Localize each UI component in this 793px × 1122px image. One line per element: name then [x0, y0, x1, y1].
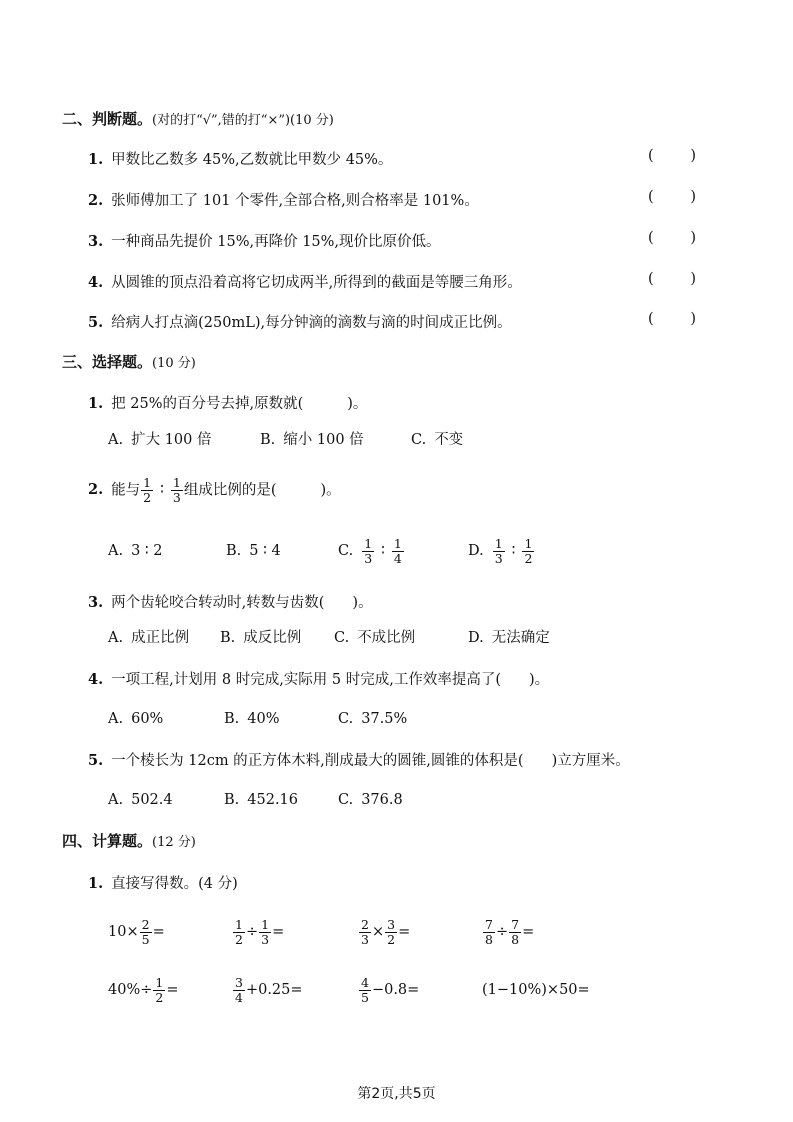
option-c[interactable] — [338, 534, 405, 568]
calc-item[interactable] — [232, 912, 284, 952]
calc-suffix: = — [152, 924, 165, 940]
calc-suffix: −0.8= — [371, 982, 420, 998]
option-letter: D. — [468, 543, 484, 559]
fraction — [233, 918, 245, 947]
option-letter: C. — [411, 432, 427, 448]
option-b[interactable] — [224, 705, 280, 733]
ratio-colon: ∶ — [511, 543, 516, 559]
option-letter: A. — [108, 432, 124, 448]
fraction — [140, 918, 152, 947]
section-2-note: (对的打“√”,错的打“×”)(10 分) — [152, 113, 334, 128]
judgement-question-5 — [88, 311, 512, 332]
option-d[interactable] — [468, 624, 550, 652]
option-text: 不变 — [434, 432, 464, 448]
denominator: 2 — [387, 931, 396, 947]
calc-item[interactable] — [108, 912, 165, 952]
calc-operator: ÷ — [245, 924, 259, 940]
option-a[interactable] — [108, 786, 173, 814]
option-text: 不成比例 — [357, 630, 416, 646]
question-text-after: )。 — [529, 672, 550, 688]
question-text-before: 把 25%的百分号去掉,原数就( — [111, 396, 304, 412]
question-number: 4. — [88, 274, 104, 291]
bracket-open: ( — [648, 189, 654, 205]
page-footer: 第2页,共5页 — [357, 1086, 436, 1102]
option-c[interactable] — [334, 624, 415, 652]
question-text: 直接写得数。(4 分) — [111, 876, 238, 892]
denominator: 4 — [235, 989, 243, 1005]
option-letter: A. — [108, 792, 124, 808]
option-b[interactable] — [224, 786, 298, 814]
option-text: 扩大 100 倍 — [131, 432, 212, 448]
answer-bracket-2[interactable] — [648, 189, 696, 205]
denominator: 8 — [485, 931, 493, 947]
option-letter: B. — [226, 543, 242, 559]
numerator: 1 — [524, 535, 533, 551]
calc-suffix: +0.25= — [245, 982, 303, 998]
question-number: 3. — [88, 594, 104, 611]
bracket-close: ) — [690, 189, 696, 205]
bracket-close: ) — [690, 311, 696, 327]
calc-suffix: = — [272, 924, 285, 940]
judgement-question-2 — [88, 189, 479, 210]
answer-bracket-3[interactable] — [648, 230, 696, 246]
option-letter: B. — [224, 711, 240, 727]
section-3-heading — [62, 351, 196, 372]
option-text: 60% — [131, 711, 164, 727]
question-number: 5. — [88, 752, 104, 769]
fraction — [493, 537, 505, 566]
question-text-after: )。 — [320, 482, 341, 499]
denominator: 3 — [364, 550, 373, 566]
judgement-question-1 — [88, 148, 392, 169]
calc-prefix: 10× — [108, 924, 139, 940]
numerator: 1 — [172, 475, 181, 490]
bracket-open: ( — [648, 230, 654, 246]
option-letter: C. — [334, 630, 350, 646]
fraction — [385, 918, 397, 947]
calc-item[interactable] — [482, 970, 590, 1010]
option-letter: D. — [468, 630, 484, 646]
fraction — [359, 918, 371, 947]
numerator: 2 — [361, 916, 369, 932]
numerator: 1 — [143, 475, 152, 490]
question-text: 张师傅加工了 101 个零件,全部合格,则合格率是 101%。 — [111, 193, 479, 209]
denominator: 2 — [524, 550, 533, 566]
answer-bracket-5[interactable] — [648, 311, 696, 327]
ratio-colon: ∶ — [160, 482, 164, 499]
answer-bracket-1[interactable] — [648, 148, 696, 164]
question-text: 一种商品先提价 15%,再降价 15%,现价比原价低。 — [111, 234, 441, 250]
answer-bracket-4[interactable] — [648, 271, 696, 287]
choice-question-2 — [88, 476, 341, 505]
fraction — [141, 476, 153, 505]
option-a[interactable] — [108, 624, 189, 652]
denominator: 3 — [261, 931, 270, 947]
question-number: 4. — [88, 671, 104, 688]
option-text: 成正比例 — [131, 630, 190, 646]
choice-question-4 — [88, 668, 549, 689]
judgement-question-3 — [88, 230, 441, 251]
calc-item[interactable] — [108, 970, 179, 1010]
numerator: 1 — [364, 535, 373, 551]
option-letter: A. — [108, 711, 124, 727]
option-text: 3 ∶ 2 — [131, 543, 163, 559]
section-3-note: (10 分) — [152, 356, 196, 371]
denominator: 5 — [361, 989, 369, 1005]
numerator: 2 — [141, 916, 150, 932]
choice-question-5 — [88, 749, 630, 770]
question-text-before: 一个棱长为 12cm 的正方体木料,削成最大的圆锥,圆锥的体积是( — [111, 753, 524, 769]
calc-suffix: = — [166, 982, 179, 998]
question-text: 给病人打点滴(250mL),每分钟滴的滴数与滴的时间成正比例。 — [111, 315, 512, 331]
fraction — [362, 537, 374, 566]
bracket-close: ) — [690, 148, 696, 164]
question-text-after: )。 — [347, 396, 368, 412]
option-text: 502.4 — [131, 792, 173, 808]
question-text-before: 一项工程,计划用 8 时完成,实际用 5 时完成,工作效率提高了( — [111, 672, 502, 688]
judgement-question-4 — [88, 271, 522, 292]
denominator: 2 — [143, 489, 152, 505]
calc-suffix: = — [522, 924, 535, 940]
option-a[interactable] — [108, 534, 163, 568]
option-text: 40% — [247, 711, 280, 727]
question-number: 1. — [88, 151, 104, 168]
calc-item[interactable] — [358, 970, 419, 1010]
calc-prefix: 40%÷ — [108, 982, 153, 998]
question-number: 1. — [88, 395, 104, 412]
option-text: 452.16 — [247, 792, 299, 808]
calc-operator: × — [371, 924, 385, 940]
ratio-colon: ∶ — [381, 543, 385, 559]
option-letter: A. — [108, 630, 124, 646]
question-number: 2. — [88, 192, 104, 209]
numerator: 3 — [235, 974, 243, 990]
denominator: 3 — [494, 550, 503, 566]
option-c[interactable] — [338, 705, 407, 733]
denominator: 8 — [511, 931, 520, 947]
numerator: 1 — [235, 916, 243, 932]
section-4-heading — [62, 830, 196, 851]
numerator: 1 — [261, 916, 270, 932]
fraction — [359, 976, 371, 1005]
choice-question-1 — [88, 392, 367, 413]
option-text: 无法确定 — [491, 630, 550, 646]
fraction — [233, 976, 245, 1005]
calc-text: (1−10%)×50= — [482, 982, 590, 998]
bracket-close: ) — [690, 271, 696, 287]
bracket-close: ) — [690, 230, 696, 246]
option-d[interactable] — [468, 534, 535, 568]
question-text-after: )。 — [352, 595, 373, 611]
numerator: 3 — [387, 916, 396, 932]
option-letter: B. — [260, 432, 276, 448]
numerator: 1 — [155, 974, 164, 990]
calc-item[interactable] — [358, 912, 410, 952]
calc-operator: ÷ — [495, 924, 509, 940]
fraction — [509, 918, 521, 947]
option-letter: B. — [220, 630, 236, 646]
option-b[interactable] — [260, 426, 364, 454]
bracket-open: ( — [648, 271, 654, 287]
bracket-open: ( — [648, 311, 654, 327]
option-c[interactable] — [411, 426, 463, 454]
bracket-open: ( — [648, 148, 654, 164]
section-4-note: (12 分) — [152, 835, 196, 850]
option-b[interactable] — [220, 624, 301, 652]
option-b[interactable] — [226, 534, 281, 568]
option-letter: C. — [338, 543, 354, 559]
fraction — [483, 918, 495, 947]
denominator: 2 — [155, 989, 164, 1005]
calc-item[interactable] — [232, 970, 303, 1010]
option-text: 5 ∶ 4 — [249, 543, 281, 559]
option-text: 成反比例 — [243, 630, 302, 646]
section-4-title: 四、计算题。 — [62, 832, 153, 850]
question-text-mid: 组成比例的是( — [183, 482, 277, 499]
denominator: 3 — [361, 931, 369, 947]
question-number: 3. — [88, 233, 104, 250]
calc-item[interactable] — [482, 912, 534, 952]
numerator: 7 — [511, 916, 520, 932]
question-text: 甲数比乙数多 45%,乙数就比甲数少 45%。 — [111, 152, 393, 168]
option-letter: A. — [108, 543, 124, 559]
choice-question-3 — [88, 591, 373, 612]
denominator: 2 — [235, 931, 243, 947]
denominator: 5 — [141, 931, 150, 947]
section-2-title: 二、判断题。 — [62, 110, 153, 128]
question-number: 5. — [88, 314, 104, 331]
fraction — [392, 537, 404, 566]
option-a[interactable] — [108, 705, 163, 733]
numerator: 1 — [494, 535, 503, 551]
option-c[interactable] — [338, 786, 403, 814]
section-2-heading — [62, 108, 334, 129]
question-text-before: 能与 — [111, 482, 141, 499]
fraction — [153, 976, 165, 1005]
option-a[interactable] — [108, 426, 212, 454]
numerator: 4 — [361, 974, 369, 990]
calc-suffix: = — [398, 924, 411, 940]
question-text: 从圆锥的顶点沿着高将它切成两半,所得到的截面是等腰三角形。 — [111, 275, 522, 291]
option-letter: C. — [338, 711, 354, 727]
denominator: 4 — [393, 550, 402, 566]
question-number: 1. — [88, 875, 104, 892]
question-number: 2. — [88, 481, 104, 499]
fraction — [171, 476, 183, 505]
option-text: 37.5% — [361, 711, 408, 727]
question-text-after: )立方厘米。 — [551, 753, 630, 769]
calc-question-1 — [88, 872, 238, 893]
fraction — [522, 537, 534, 566]
numerator: 1 — [393, 535, 402, 551]
denominator: 3 — [172, 489, 181, 505]
option-text: 缩小 100 倍 — [283, 432, 364, 448]
section-3-title: 三、选择题。 — [62, 353, 153, 371]
fraction — [259, 918, 271, 947]
option-text: 376.8 — [361, 792, 403, 808]
option-letter: B. — [224, 792, 240, 808]
question-text-before: 两个齿轮咬合转动时,转数与齿数( — [111, 595, 325, 611]
option-letter: C. — [338, 792, 354, 808]
numerator: 7 — [485, 916, 493, 932]
